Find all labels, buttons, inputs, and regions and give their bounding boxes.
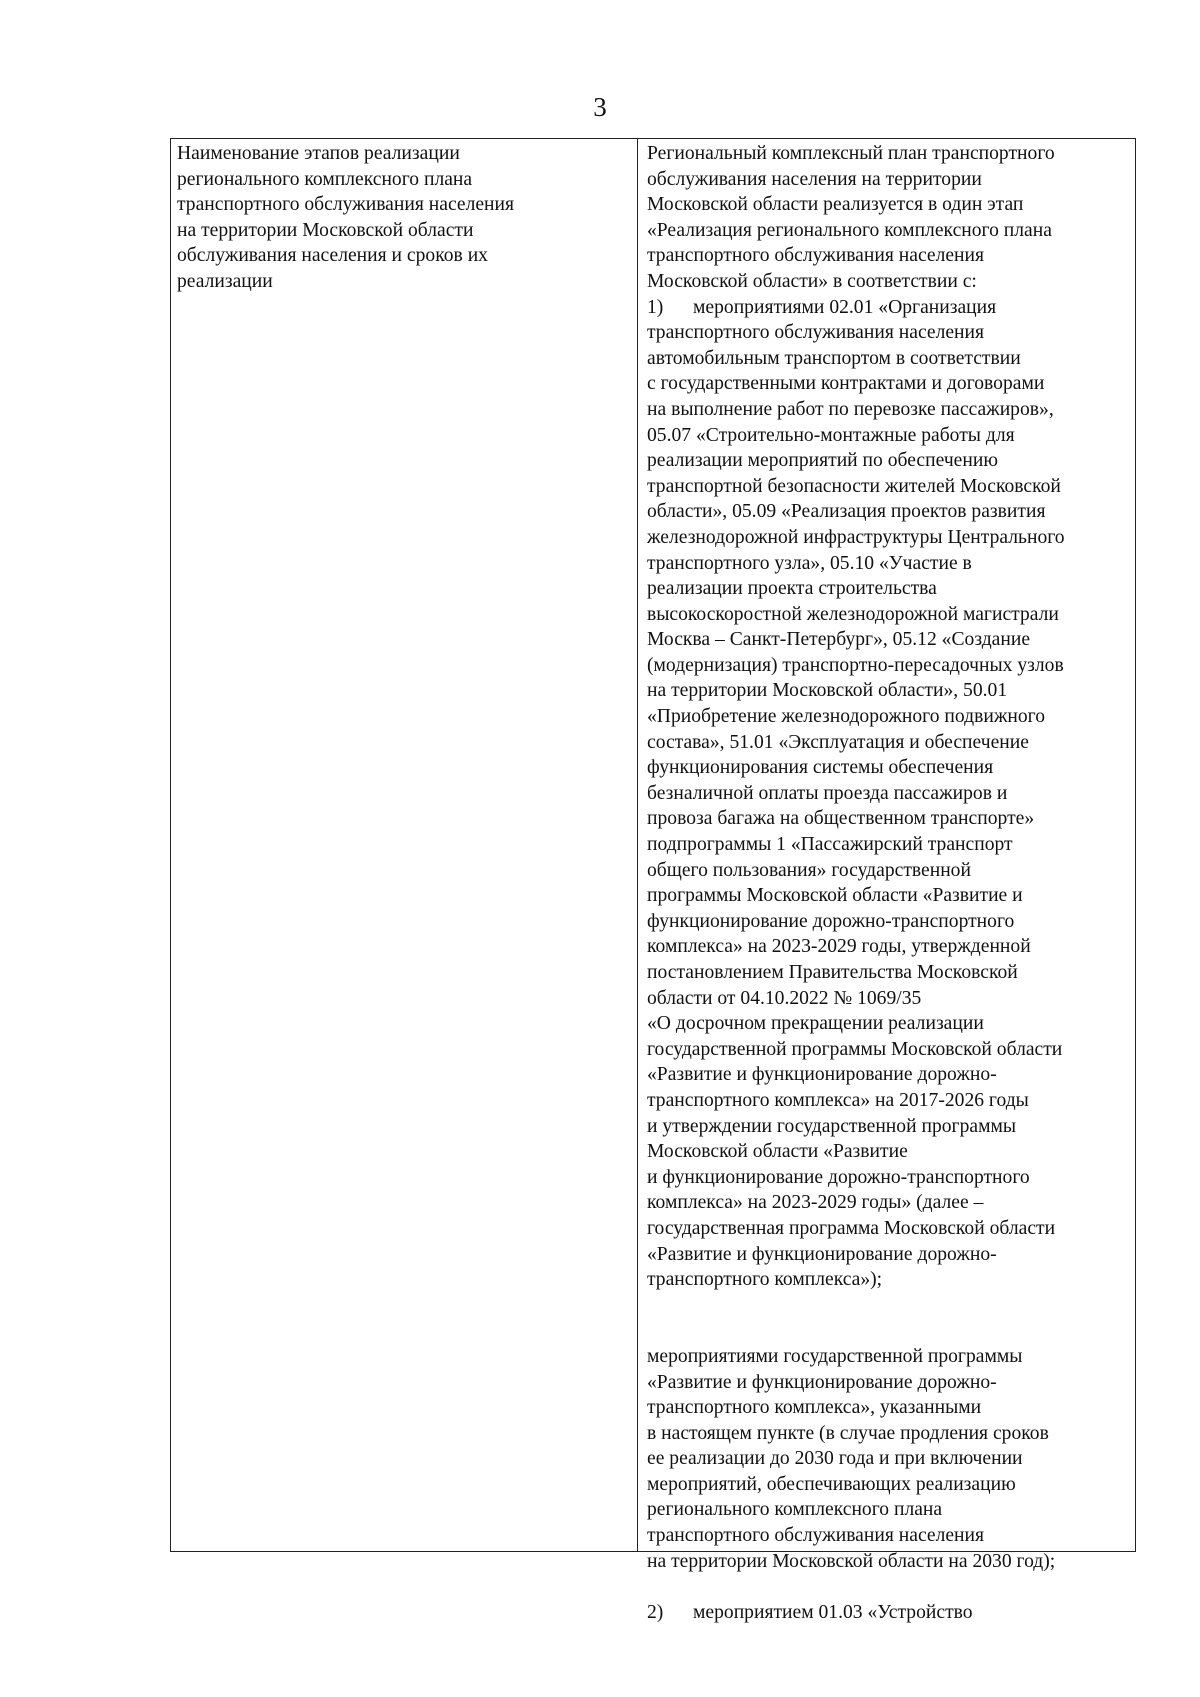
- text-line: регионального комплексного плана: [647, 1499, 943, 1521]
- text-line: транспортного узла», 05.10 «Участие в: [647, 552, 972, 574]
- text-line: реализации проекта строительства: [647, 578, 937, 600]
- text-line: на выполнение работ по перевозке пассажиров»,: [647, 398, 1054, 420]
- text-line: обслуживания населения и сроков их: [177, 245, 488, 267]
- text-line: «Развитие и функционирование дорожно-: [647, 1243, 997, 1265]
- list-item-1-first-line: [647, 295, 1131, 321]
- text-line: высокоскоростной железнодорожной магистрали: [647, 603, 1059, 625]
- text-line: подпрограммы 1 «Пассажирский транспорт: [647, 834, 1013, 856]
- text-line: и утверждении государственной программы: [647, 1115, 1017, 1137]
- list-item-1-body: [647, 320, 1131, 1293]
- text-line: Москва – Санкт-Петербург», 05.12 «Создание: [647, 629, 1031, 651]
- text-line: программы Московской области «Развитие и: [647, 885, 1023, 907]
- text-line: на территории Московской области: [177, 219, 474, 241]
- page-number: 3: [593, 92, 607, 122]
- text-line: области от 04.10.2022 № 1069/35: [647, 987, 922, 1009]
- paragraph-additional-measures: [647, 1344, 1131, 1574]
- text-line: области», 05.09 «Реализация проектов развития: [647, 501, 1046, 523]
- text-line: регионального комплексного плана: [177, 168, 473, 190]
- text-line: комплекса» на 2023-2029 годы, утвержденной: [647, 936, 1031, 958]
- text-line: комплекса» на 2023-2029 годы» (далее –: [647, 1192, 984, 1214]
- text-line: транспортного обслуживания населения: [647, 322, 985, 344]
- text-line: 05.07 «Строительно-монтажные работы для: [647, 424, 1015, 446]
- list-item-2-text: мероприятием 01.03 «Устройство: [693, 1601, 973, 1623]
- text-line: «Развитие и функционирование дорожно-: [647, 1371, 997, 1393]
- right-cell-description: [647, 141, 1131, 1625]
- text-line: Московской области» в соответствии с:: [647, 270, 977, 292]
- text-line: с государственными контрактами и договорами: [647, 373, 1045, 395]
- text-line: постановлением Правительства Московской: [647, 962, 1018, 983]
- list-item-2-first-line: [647, 1600, 1131, 1626]
- text-line: государственной программы Московской области: [647, 1038, 1063, 1060]
- text-line: функционирования системы обеспечения: [647, 757, 994, 779]
- text-line: на территории Московской области на 2030 год);: [647, 1550, 1056, 1572]
- text-line: мероприятиями государственной программы: [647, 1345, 1023, 1367]
- text-line: ее реализации до 2030 года и при включении: [647, 1448, 1023, 1470]
- text-line: безналичной оплаты проезда пассажиров и: [647, 782, 1008, 804]
- text-line: реализации: [177, 270, 273, 292]
- document-table: [170, 138, 1136, 1623]
- intro-paragraph: [647, 141, 1131, 295]
- text-line: транспортного обслуживания населения: [647, 245, 985, 267]
- text-line: «Приобретение железнодорожного подвижного: [647, 706, 1045, 728]
- text-line: реализации мероприятий по обеспечению: [647, 450, 998, 472]
- list-item-1-text: мероприятиями 02.01 «Организация: [693, 296, 997, 318]
- text-line: Московской области «Развитие: [647, 1141, 908, 1163]
- text-line: государственная программа Московской области: [647, 1217, 1056, 1239]
- text-line: транспортной безопасности жителей Московской: [647, 475, 1061, 497]
- text-line: «Развитие и функционирование дорожно-: [647, 1064, 997, 1086]
- left-cell-stage-title: [177, 141, 627, 295]
- text-line: и функционирование дорожно-транспортного: [647, 1166, 1030, 1188]
- text-line: транспортного комплекса» на 2017-2026 годы: [647, 1089, 1029, 1111]
- text-line: транспортного обслуживания населения: [177, 194, 515, 216]
- text-line: железнодорожной инфраструктуры Центрального: [647, 526, 1065, 548]
- text-line: общего пользования» государственной: [647, 859, 971, 881]
- text-line: Региональный комплексный план транспортного: [647, 143, 1055, 164]
- text-line: состава», 51.01 «Эксплуатация и обеспечение: [647, 731, 1029, 753]
- column-divider: [637, 139, 638, 1551]
- text-line: (модернизация) транспортно-пересадочных узлов: [647, 654, 1064, 676]
- text-line: транспортного комплекса»);: [647, 1269, 883, 1291]
- text-line: «Реализация регионального комплексного плана: [647, 219, 1052, 241]
- text-line: транспортного обслуживания населения: [647, 1525, 985, 1547]
- text-line: автомобильным транспортом в соответствии: [647, 347, 1021, 369]
- text-line: в настоящем пункте (в случае продления сроков: [647, 1422, 1049, 1444]
- text-line: на территории Московской области», 50.01: [647, 680, 1008, 702]
- list-item-1-number: 1): [647, 296, 664, 318]
- text-line: провоза багажа на общественном транспорте»: [647, 808, 1035, 830]
- text-line: «О досрочном прекращении реализации: [647, 1013, 984, 1035]
- list-item-2-number: 2): [647, 1601, 664, 1623]
- text-line: Московской области реализуется в один этап: [647, 194, 1024, 216]
- text-line: мероприятий, обеспечивающих реализацию: [647, 1473, 1016, 1495]
- text-line: обслуживания населения на территории: [647, 168, 982, 190]
- text-line: функционирование дорожно-транспортного: [647, 910, 1015, 932]
- text-line: Наименование этапов реализации: [177, 143, 460, 164]
- text-line: транспортного комплекса», указанными: [647, 1397, 982, 1419]
